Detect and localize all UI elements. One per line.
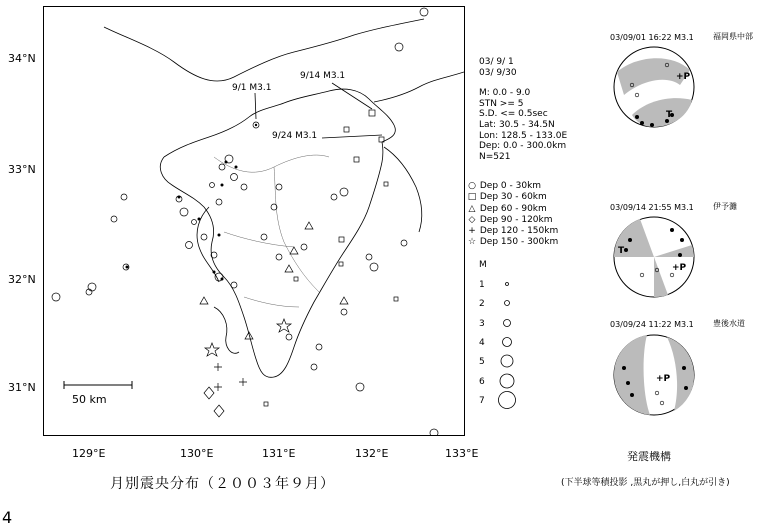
- mag-legend-title: M: [479, 260, 487, 270]
- event-label-0914: 9/14 M3.1: [300, 71, 346, 81]
- info-block: [479, 57, 567, 162]
- event-label-0924: 9/24 M3.1: [272, 131, 318, 141]
- info-lat: Lat: 30.5 - 34.5N: [479, 119, 555, 130]
- lon-label-133: 133°E: [445, 447, 479, 460]
- info-lon: Lon: 128.5 - 133.0E: [479, 130, 568, 141]
- lat-label-33: 33°N: [8, 163, 36, 176]
- focal-caption: 発震機構: [627, 450, 671, 463]
- info-date-to: 03/ 9/30: [479, 67, 517, 78]
- lat-label-31: 31°N: [8, 381, 36, 394]
- info-n: N=521: [479, 151, 511, 162]
- map-caption: 月別震央分布（２００３年９月）: [110, 476, 335, 492]
- map-svg: [44, 7, 464, 435]
- event-label-0901: 9/1 M3.1: [232, 83, 272, 93]
- scale-label: 50 km: [72, 393, 107, 406]
- svg-text:+P: +P: [656, 374, 671, 384]
- svg-text:+P: +P: [676, 72, 691, 82]
- lon-label-131: 131°E: [262, 447, 296, 460]
- fm-header-2: 03/09/14 21:55 M3.1: [610, 203, 694, 212]
- event-leaders: [255, 83, 382, 138]
- dense-epicenter-marks: [126, 124, 258, 281]
- fm-region-2: 伊予灘: [713, 202, 737, 211]
- fm-region-3: 豊後水道: [713, 319, 745, 328]
- lat-label-34: 34°N: [8, 52, 36, 65]
- mag-legend-value: 1: [479, 280, 485, 290]
- fm-header-1: 03/09/01 16:22 M3.1: [610, 33, 694, 42]
- depth-legend-item: △ Dep 60 - 90km: [468, 203, 547, 214]
- lon-label-130: 130°E: [180, 447, 214, 460]
- lat-label-32: 32°N: [8, 273, 36, 286]
- depth-symbol-icon: ◇: [468, 214, 476, 225]
- svg-text:T: T: [618, 246, 625, 256]
- depth-legend-item: + Dep 120 - 150km: [468, 226, 559, 237]
- depth-symbol-icon: ☆: [467, 237, 477, 248]
- depth-legend-item: ☆ Dep 150 - 300km: [467, 237, 559, 248]
- mag-legend-circles: [495, 276, 525, 416]
- fm-header-3: 03/09/24 11:22 M3.1: [610, 320, 694, 329]
- mag-legend-value: 7: [479, 396, 485, 406]
- depth-legend-item: ○ Dep 0 - 30km: [468, 181, 542, 191]
- coastline: [104, 19, 464, 377]
- mag-legend-value: 6: [479, 377, 485, 387]
- svg-text:T: T: [666, 110, 673, 120]
- lon-label-129: 129°E: [72, 447, 106, 460]
- mag-legend-value: 5: [479, 357, 485, 367]
- depth-legend-item: ◇ Dep 90 - 120km: [468, 214, 553, 225]
- focal-note: (下半球等積投影 ,黒丸が押し,白丸が引き): [561, 478, 730, 488]
- svg-text:+P: +P: [672, 263, 687, 273]
- info-dep: Dep: 0.0 - 300.0km: [479, 141, 567, 152]
- depth-symbol-icon: □: [467, 192, 477, 203]
- fm-region-1: 福岡県中部: [713, 32, 753, 41]
- depth-symbol-icon: △: [468, 203, 476, 214]
- focal-mechanism-1: [612, 45, 696, 129]
- epicenter-symbols: [52, 8, 438, 435]
- scale-bar: [64, 381, 132, 389]
- focal-mechanism-2: [612, 215, 696, 299]
- lon-label-132: 132°E: [355, 447, 389, 460]
- info-sd: S.D. <= 0.5sec: [479, 109, 548, 120]
- mag-legend-value: 3: [479, 319, 485, 329]
- mag-legend-value: 2: [479, 299, 485, 309]
- info-magnitude: M: 0.0 - 9.0: [479, 88, 531, 99]
- info-stn: STN >= 5: [479, 98, 524, 109]
- info-date-from: 03/ 9/ 1: [479, 57, 514, 67]
- depth-symbol-icon: +: [468, 226, 476, 237]
- page-number: 4: [2, 508, 13, 527]
- focal-mechanism-3: [612, 333, 696, 417]
- depth-legend-item: □ Dep 30 - 60km: [467, 192, 547, 203]
- mag-legend-value: 4: [479, 338, 485, 348]
- depth-legend: [467, 181, 558, 249]
- depth-symbol-icon: ○: [468, 181, 476, 191]
- epicenter-map: [43, 6, 465, 436]
